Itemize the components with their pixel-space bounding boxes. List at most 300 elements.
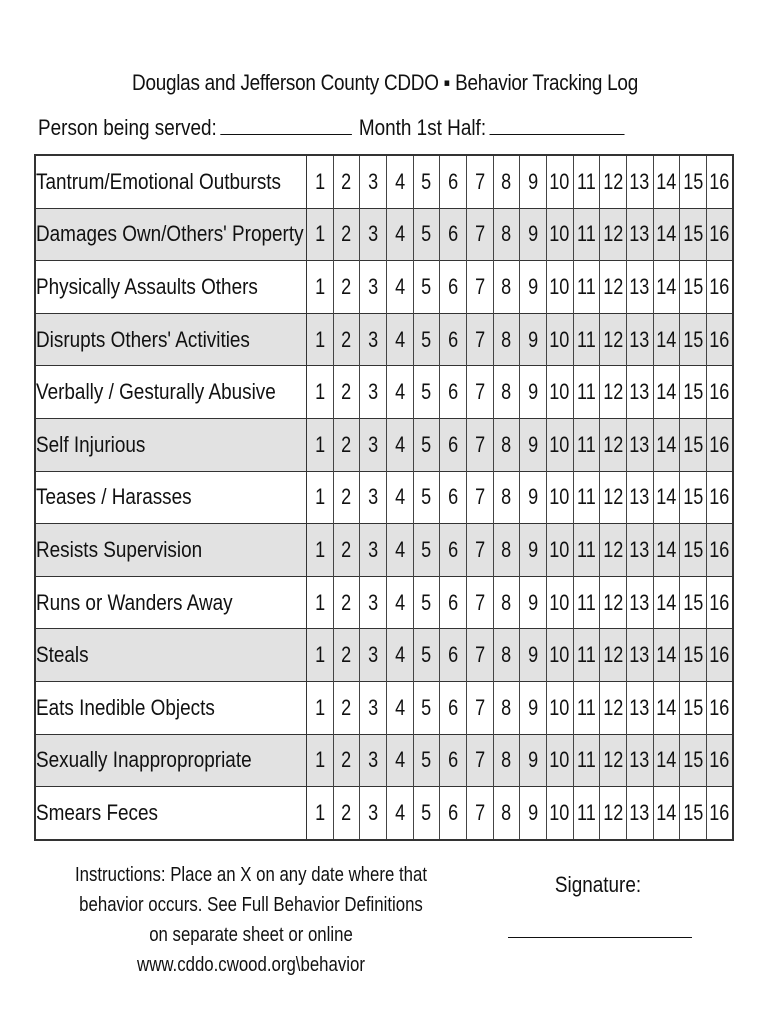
day-cell[interactable] [440, 734, 467, 787]
behavior-row [35, 208, 733, 261]
day-cell[interactable] [546, 366, 573, 419]
day-cell[interactable] [546, 629, 573, 682]
day-number: 14 [656, 168, 677, 194]
day-number: 14 [656, 536, 677, 562]
day-number: 8 [501, 536, 512, 562]
day-cell[interactable] [333, 208, 360, 261]
behavior-row [35, 471, 733, 524]
day-cell[interactable] [600, 681, 627, 734]
day-number: 11 [577, 221, 596, 247]
day-cell[interactable] [706, 208, 733, 261]
day-cell[interactable] [626, 734, 653, 787]
day-cell[interactable] [653, 734, 680, 787]
day-number: 14 [656, 326, 677, 352]
day-cell[interactable] [466, 261, 493, 314]
day-number: 16 [709, 747, 730, 773]
day-cell[interactable] [546, 313, 573, 366]
day-number: 10 [549, 273, 570, 299]
day-cell[interactable] [520, 261, 547, 314]
day-cell[interactable] [520, 366, 547, 419]
day-cell[interactable] [680, 734, 707, 787]
day-cell[interactable] [653, 261, 680, 314]
day-cell[interactable] [706, 681, 733, 734]
day-number: 16 [709, 799, 730, 825]
day-cell[interactable] [466, 208, 493, 261]
day-number: 8 [501, 221, 512, 247]
day-number: 15 [682, 168, 704, 194]
day-cell[interactable] [546, 734, 573, 787]
day-cell[interactable] [493, 681, 520, 734]
day-cell[interactable] [333, 787, 360, 840]
day-number: 14 [656, 642, 677, 668]
day-cell[interactable] [493, 524, 520, 577]
day-cell[interactable] [573, 366, 600, 419]
day-cell[interactable] [307, 681, 334, 734]
day-cell[interactable] [680, 418, 707, 471]
day-number: 4 [394, 747, 405, 773]
day-cell[interactable] [600, 155, 627, 208]
day-number: 9 [528, 326, 539, 352]
day-number: 1 [314, 484, 325, 510]
day-number: 8 [501, 694, 512, 720]
day-cell[interactable] [653, 787, 680, 840]
day-cell[interactable] [546, 524, 573, 577]
day-cell[interactable] [573, 524, 600, 577]
day-number: 1 [314, 536, 325, 562]
day-number: 8 [501, 484, 512, 510]
behavior-label [35, 366, 307, 419]
day-cell[interactable] [573, 787, 600, 840]
day-cell[interactable] [307, 787, 334, 840]
day-number: 3 [368, 168, 379, 194]
day-cell[interactable] [520, 208, 547, 261]
day-cell[interactable] [360, 313, 387, 366]
day-cell[interactable] [307, 734, 334, 787]
day-cell[interactable] [360, 366, 387, 419]
day-cell[interactable] [333, 418, 360, 471]
day-number: 15 [682, 326, 704, 352]
day-cell[interactable] [493, 576, 520, 629]
day-cell[interactable] [573, 418, 600, 471]
day-cell[interactable] [493, 366, 520, 419]
day-cell[interactable] [413, 787, 440, 840]
day-cell[interactable] [626, 681, 653, 734]
day-number: 15 [682, 747, 704, 773]
day-cell[interactable] [706, 524, 733, 577]
day-cell[interactable] [307, 471, 334, 524]
day-cell[interactable] [626, 155, 653, 208]
day-number: 1 [314, 326, 325, 352]
day-cell[interactable] [413, 208, 440, 261]
day-number: 4 [394, 642, 405, 668]
behavior-log-table [34, 154, 734, 841]
day-cell[interactable] [706, 418, 733, 471]
day-cell[interactable] [466, 155, 493, 208]
day-cell[interactable] [653, 524, 680, 577]
day-cell[interactable] [573, 681, 600, 734]
day-number: 11 [577, 168, 596, 194]
day-number: 15 [682, 484, 704, 510]
day-cell[interactable] [307, 313, 334, 366]
day-cell[interactable] [307, 629, 334, 682]
day-cell[interactable] [307, 524, 334, 577]
day-cell[interactable] [360, 576, 387, 629]
day-number: 3 [368, 747, 379, 773]
day-cell[interactable] [333, 471, 360, 524]
behavior-row [35, 155, 733, 208]
day-cell[interactable] [573, 471, 600, 524]
day-cell[interactable] [546, 418, 573, 471]
day-number: 9 [528, 747, 539, 773]
day-cell[interactable] [413, 313, 440, 366]
day-number: 14 [656, 694, 677, 720]
day-cell[interactable] [680, 576, 707, 629]
day-cell[interactable] [466, 313, 493, 366]
day-cell[interactable] [520, 313, 547, 366]
day-number: 13 [629, 484, 650, 510]
day-cell[interactable] [600, 576, 627, 629]
day-cell[interactable] [386, 681, 413, 734]
day-cell[interactable] [333, 524, 360, 577]
day-number: 16 [709, 642, 730, 668]
behavior-label-text: Smears Feces [36, 799, 158, 825]
day-number: 12 [603, 431, 624, 457]
day-cell[interactable] [413, 576, 440, 629]
day-cell[interactable] [386, 261, 413, 314]
day-number: 16 [709, 431, 730, 457]
day-cell[interactable] [680, 313, 707, 366]
day-number: 5 [421, 168, 432, 194]
day-cell[interactable] [440, 629, 467, 682]
day-number: 2 [341, 379, 352, 405]
day-cell[interactable] [546, 471, 573, 524]
day-cell[interactable] [600, 787, 627, 840]
day-cell[interactable] [520, 576, 547, 629]
day-cell[interactable] [626, 524, 653, 577]
day-number: 9 [528, 273, 539, 299]
day-cell[interactable] [440, 787, 467, 840]
day-cell[interactable] [493, 787, 520, 840]
day-cell[interactable] [386, 418, 413, 471]
day-cell[interactable] [307, 366, 334, 419]
day-number: 14 [656, 799, 677, 825]
day-number: 14 [656, 484, 677, 510]
day-cell[interactable] [680, 681, 707, 734]
day-cell[interactable] [307, 155, 334, 208]
day-cell[interactable] [440, 576, 467, 629]
day-number: 14 [656, 589, 677, 615]
day-cell[interactable] [413, 471, 440, 524]
day-number: 7 [474, 694, 485, 720]
day-cell[interactable] [466, 366, 493, 419]
day-cell[interactable] [600, 208, 627, 261]
day-cell[interactable] [573, 313, 600, 366]
day-cell[interactable] [680, 787, 707, 840]
day-cell[interactable] [653, 418, 680, 471]
day-cell[interactable] [360, 734, 387, 787]
day-cell[interactable] [546, 576, 573, 629]
header-fields [38, 112, 631, 141]
day-cell[interactable] [466, 681, 493, 734]
day-cell[interactable] [333, 629, 360, 682]
day-cell[interactable] [600, 524, 627, 577]
day-cell[interactable] [466, 418, 493, 471]
day-number: 16 [709, 694, 730, 720]
day-cell[interactable] [333, 366, 360, 419]
day-cell[interactable] [680, 366, 707, 419]
month-field[interactable] [490, 112, 625, 135]
day-number: 3 [368, 379, 379, 405]
day-cell[interactable] [307, 418, 334, 471]
day-number: 6 [448, 168, 459, 194]
day-cell[interactable] [413, 155, 440, 208]
day-cell[interactable] [333, 576, 360, 629]
day-cell[interactable] [413, 629, 440, 682]
day-cell[interactable] [360, 681, 387, 734]
day-cell[interactable] [493, 313, 520, 366]
day-cell[interactable] [520, 524, 547, 577]
behavior-label-text: Steals [36, 642, 89, 668]
day-cell[interactable] [653, 366, 680, 419]
day-cell[interactable] [386, 576, 413, 629]
day-cell[interactable] [386, 155, 413, 208]
day-number: 2 [341, 536, 352, 562]
day-cell[interactable] [466, 471, 493, 524]
day-cell[interactable] [626, 261, 653, 314]
day-cell[interactable] [653, 576, 680, 629]
day-cell[interactable] [520, 734, 547, 787]
day-cell[interactable] [706, 261, 733, 314]
day-number: 13 [629, 273, 650, 299]
day-number: 7 [474, 326, 485, 352]
day-cell[interactable] [520, 155, 547, 208]
day-cell[interactable] [573, 155, 600, 208]
day-cell[interactable] [360, 524, 387, 577]
day-cell[interactable] [413, 524, 440, 577]
day-cell[interactable] [440, 208, 467, 261]
day-cell[interactable] [413, 418, 440, 471]
day-number: 6 [448, 326, 459, 352]
day-cell[interactable] [653, 471, 680, 524]
day-number: 4 [394, 168, 405, 194]
day-cell[interactable] [360, 629, 387, 682]
day-number: 14 [656, 747, 677, 773]
day-cell[interactable] [440, 418, 467, 471]
day-number: 15 [682, 379, 704, 405]
day-cell[interactable] [440, 366, 467, 419]
day-cell[interactable] [626, 576, 653, 629]
day-number: 4 [394, 694, 405, 720]
day-cell[interactable] [626, 208, 653, 261]
day-cell[interactable] [466, 734, 493, 787]
day-cell[interactable] [307, 208, 334, 261]
behavior-label-text: Damages Own/Others' Property [36, 221, 304, 247]
day-cell[interactable] [386, 734, 413, 787]
day-cell[interactable] [307, 261, 334, 314]
day-cell[interactable] [493, 629, 520, 682]
day-cell[interactable] [520, 681, 547, 734]
day-cell[interactable] [466, 576, 493, 629]
day-cell[interactable] [413, 734, 440, 787]
day-cell[interactable] [520, 418, 547, 471]
day-cell[interactable] [307, 576, 334, 629]
day-number: 13 [629, 536, 650, 562]
day-cell[interactable] [333, 734, 360, 787]
day-cell[interactable] [626, 418, 653, 471]
day-number: 10 [549, 589, 570, 615]
day-cell[interactable] [493, 734, 520, 787]
day-cell[interactable] [546, 787, 573, 840]
day-cell[interactable] [680, 261, 707, 314]
day-cell[interactable] [680, 155, 707, 208]
day-cell[interactable] [493, 155, 520, 208]
day-cell[interactable] [466, 629, 493, 682]
day-cell[interactable] [680, 208, 707, 261]
day-cell[interactable] [680, 524, 707, 577]
day-number: 7 [474, 642, 485, 668]
day-number: 1 [314, 221, 325, 247]
behavior-label-text: Tantrum/Emotional Outbursts [36, 168, 282, 194]
day-number: 8 [501, 799, 512, 825]
day-cell[interactable] [653, 313, 680, 366]
day-cell[interactable] [573, 261, 600, 314]
day-cell[interactable] [360, 471, 387, 524]
day-cell[interactable] [360, 261, 387, 314]
day-cell[interactable] [386, 629, 413, 682]
person-served-field[interactable] [220, 112, 352, 135]
day-number: 15 [682, 694, 704, 720]
day-cell[interactable] [706, 313, 733, 366]
day-cell[interactable] [600, 734, 627, 787]
day-cell[interactable] [600, 418, 627, 471]
day-cell[interactable] [440, 155, 467, 208]
day-cell[interactable] [440, 261, 467, 314]
day-number: 5 [421, 589, 432, 615]
day-cell[interactable] [493, 208, 520, 261]
day-cell[interactable] [706, 155, 733, 208]
day-cell[interactable] [466, 524, 493, 577]
day-cell[interactable] [573, 576, 600, 629]
day-cell[interactable] [706, 629, 733, 682]
day-number: 7 [474, 379, 485, 405]
day-number: 6 [448, 484, 459, 510]
day-cell[interactable] [520, 787, 547, 840]
day-number: 6 [448, 221, 459, 247]
day-cell[interactable] [546, 681, 573, 734]
day-cell[interactable] [626, 787, 653, 840]
behavior-label [35, 524, 307, 577]
day-cell[interactable] [360, 787, 387, 840]
day-cell[interactable] [440, 524, 467, 577]
day-cell[interactable] [333, 313, 360, 366]
day-cell[interactable] [600, 366, 627, 419]
day-cell[interactable] [413, 366, 440, 419]
day-cell[interactable] [386, 787, 413, 840]
day-cell[interactable] [706, 366, 733, 419]
signature-field[interactable] [508, 937, 692, 938]
behavior-row [35, 681, 733, 734]
day-number: 10 [549, 484, 570, 510]
day-cell[interactable] [493, 261, 520, 314]
day-cell[interactable] [360, 155, 387, 208]
day-cell[interactable] [520, 471, 547, 524]
behavior-row [35, 787, 733, 840]
day-number: 3 [368, 694, 379, 720]
day-cell[interactable] [546, 261, 573, 314]
behavior-label [35, 208, 307, 261]
day-cell[interactable] [466, 787, 493, 840]
day-cell[interactable] [386, 208, 413, 261]
day-cell[interactable] [600, 261, 627, 314]
day-cell[interactable] [706, 787, 733, 840]
person-served-label: Person being served: [38, 115, 217, 140]
day-cell[interactable] [333, 261, 360, 314]
day-cell[interactable] [493, 418, 520, 471]
day-cell[interactable] [413, 261, 440, 314]
day-cell[interactable] [360, 418, 387, 471]
day-cell[interactable] [386, 524, 413, 577]
day-number: 4 [394, 431, 405, 457]
behavior-label-text: Self Injurious [36, 431, 146, 457]
day-cell[interactable] [546, 208, 573, 261]
day-cell[interactable] [626, 471, 653, 524]
day-number: 5 [421, 379, 432, 405]
day-cell[interactable] [440, 313, 467, 366]
day-number: 11 [577, 326, 596, 352]
day-cell[interactable] [680, 629, 707, 682]
day-cell[interactable] [386, 366, 413, 419]
day-cell[interactable] [706, 576, 733, 629]
day-cell[interactable] [440, 681, 467, 734]
day-cell[interactable] [440, 471, 467, 524]
day-cell[interactable] [573, 629, 600, 682]
day-cell[interactable] [573, 208, 600, 261]
day-number: 4 [394, 221, 405, 247]
day-cell[interactable] [680, 471, 707, 524]
day-cell[interactable] [626, 313, 653, 366]
day-cell[interactable] [573, 734, 600, 787]
day-cell[interactable] [626, 366, 653, 419]
day-number: 15 [682, 431, 704, 457]
day-cell[interactable] [360, 208, 387, 261]
day-cell[interactable] [386, 313, 413, 366]
day-cell[interactable] [706, 734, 733, 787]
day-cell[interactable] [600, 313, 627, 366]
day-number: 5 [421, 747, 432, 773]
day-number: 6 [448, 273, 459, 299]
day-cell[interactable] [333, 155, 360, 208]
day-cell[interactable] [653, 208, 680, 261]
day-number: 2 [341, 431, 352, 457]
day-cell[interactable] [626, 629, 653, 682]
day-number: 4 [394, 484, 405, 510]
day-cell[interactable] [600, 471, 627, 524]
day-cell[interactable] [520, 629, 547, 682]
day-cell[interactable] [600, 629, 627, 682]
day-cell[interactable] [413, 681, 440, 734]
day-cell[interactable] [653, 155, 680, 208]
day-number: 11 [577, 431, 596, 457]
day-cell[interactable] [493, 471, 520, 524]
day-cell[interactable] [653, 681, 680, 734]
day-cell[interactable] [546, 155, 573, 208]
day-cell[interactable] [386, 471, 413, 524]
day-number: 2 [341, 484, 352, 510]
day-number: 5 [421, 273, 432, 299]
day-cell[interactable] [333, 681, 360, 734]
day-cell[interactable] [706, 471, 733, 524]
day-cell[interactable] [653, 629, 680, 682]
